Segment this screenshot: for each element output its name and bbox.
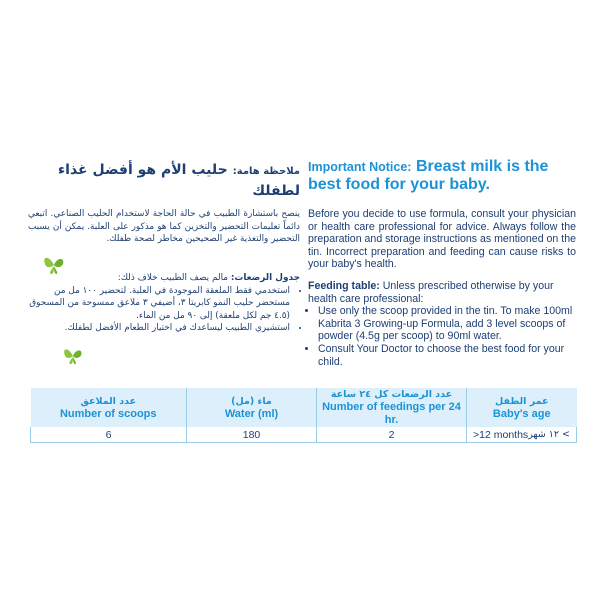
header-water (187, 388, 317, 427)
arabic-intro-paragraph: ينصح باستشارة الطبيب في حالة الحاجة لاستخدام الحليب الصناعي. اتبعي دائماً تعليمات التحضير والتخزين كما هو مذكور على العلبة. يمكن أن يسبب التحضير والتغذية غير الصحيحين مخاطر لصحة طفلك. (28, 209, 300, 245)
english-feeding-text: Unless prescribed otherwise by your health care professional: (308, 280, 554, 305)
header-scoops (31, 388, 187, 427)
cell-age-ar: > ١٢ شهر (528, 428, 570, 440)
cell-feedings: 2 (317, 427, 467, 443)
cell-scoops: 6 (31, 427, 187, 443)
english-notice-main: Breast milk is the best food for your baby. (308, 158, 549, 193)
cell-age (467, 427, 577, 443)
header-feedings-ar: عدد الرضعات كل ٢٤ ساعة (330, 389, 453, 400)
cell-water: 180 (187, 427, 317, 443)
header-scoops-ar: عدد الملاعق (80, 395, 137, 407)
arabic-feeding-section (28, 272, 300, 335)
arabic-notice-main: حليب الأم هو أفضل غذاء لطفلك (58, 162, 300, 199)
header-water-en: Water (ml) (224, 407, 279, 420)
english-notice-title (308, 158, 580, 193)
english-bullet: • Consult Your Doctor to choose the best food for your child. (318, 343, 576, 368)
arabic-notice-label: ملاحظة هامة: (232, 166, 300, 177)
header-scoops-en: Number of scoops (59, 407, 157, 420)
english-feeding-section (308, 280, 576, 368)
header-feedings-en: Number of feedings per 24 hr. (322, 401, 461, 426)
header-water-ar: ماء (مل) (231, 395, 272, 407)
arabic-feeding-text: مالم يصف الطبيب خلاف ذلك: (117, 273, 229, 283)
english-notice-label: Important Notice: (308, 160, 412, 174)
arabic-notice-title (30, 160, 300, 200)
feeding-table (30, 388, 576, 441)
butterfly-icon (62, 346, 84, 366)
header-age-ar: عمر الطفل (495, 395, 549, 407)
header-age (467, 388, 577, 427)
english-bullet: • Use only the scoop provided in the tin. To make 100ml Kabrita 3 Growing-up Formula, add 3 level scoops of powder (4.5g per scoop) to 90ml water. (318, 305, 576, 343)
arabic-bullet: • استخدمي فقط الملعقة الموجودة في العلبة. لتحضير ١٠٠ مل من مستحضر حليب النمو كابريتا ٣، أضيفي ٣ ملاعق ممسوحة من المسحوق (٤.٥ جم لكل ملعقة) إلى ٩٠ مل من الماء. (28, 285, 290, 323)
table-row (31, 427, 577, 443)
cell-age-en: >12 months (473, 428, 529, 441)
arabic-bullet: • استشيري الطبيب ليساعدك في اختيار الطعام الأفضل لطفلك. (28, 322, 290, 335)
header-feedings (317, 388, 467, 427)
arabic-feeding-label: جدول الرضعات: (230, 273, 300, 283)
english-intro-paragraph: Before you decide to use formula, consult your physician or health care professional for advice. Always follow the preparation and storage instructions as mentioned on the tin. Incorrect preparation and feeding can cause risks to your baby's health. (308, 208, 576, 271)
english-feeding-label: Feeding table: (308, 280, 380, 292)
header-age-en: Baby's age (492, 407, 551, 420)
